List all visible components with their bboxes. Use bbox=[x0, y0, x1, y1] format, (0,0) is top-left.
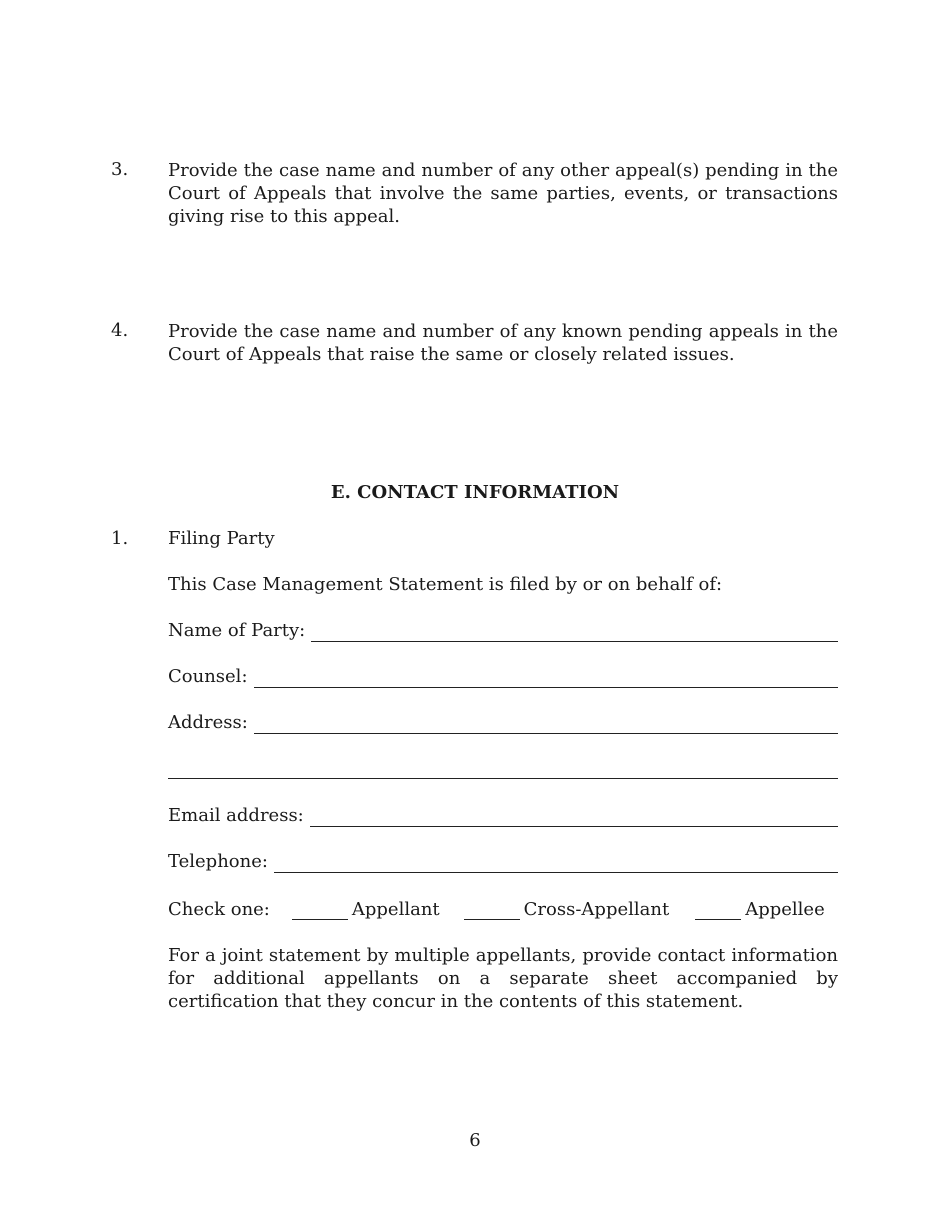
item-3-number: 3. bbox=[111, 159, 129, 180]
email-field bbox=[168, 803, 838, 827]
address-line[interactable] bbox=[254, 715, 838, 734]
telephone-field bbox=[168, 849, 838, 873]
appellant-option: Appellant bbox=[351, 899, 440, 920]
counsel-line[interactable] bbox=[254, 669, 838, 688]
address-line-2[interactable] bbox=[168, 778, 838, 779]
appellant-checkbox[interactable] bbox=[292, 901, 348, 920]
item-3-text: Provide the case name and number of any other appeal(s) pending in the Court of Appeals that involve the same parties, events, or transactions giving rise to this appeal. bbox=[168, 160, 838, 227]
section-heading: E. CONTACT INFORMATION bbox=[330, 482, 620, 503]
name-of-party-line[interactable] bbox=[311, 623, 838, 642]
name-of-party-label: Name of Party: bbox=[168, 620, 306, 641]
cross-appellant-checkbox[interactable] bbox=[464, 901, 520, 920]
email-label: Email address: bbox=[168, 805, 304, 826]
filing-party-number: 1. bbox=[111, 528, 129, 549]
telephone-label: Telephone: bbox=[168, 851, 268, 872]
address-label: Address: bbox=[168, 712, 248, 733]
check-one-row bbox=[168, 896, 838, 920]
item-4-number: 4. bbox=[111, 320, 129, 341]
email-line[interactable] bbox=[310, 808, 838, 827]
joint-statement-note: For a joint statement by multiple appellants, provide contact information for additional appellants on a separate sheet accompanied by certification that they concur in the contents of this statement. bbox=[168, 945, 838, 1012]
appellee-option: Appellee bbox=[745, 899, 825, 920]
item-4-text: Provide the case name and number of any known pending appeals in the Court of Appeals that raise the same or closely related issues. bbox=[168, 321, 838, 365]
name-of-party-field bbox=[168, 618, 838, 642]
counsel-field bbox=[168, 664, 838, 688]
counsel-label: Counsel: bbox=[168, 666, 248, 687]
appellee-checkbox[interactable] bbox=[695, 901, 741, 920]
filing-intro: This Case Management Statement is filed by or on behalf of: bbox=[168, 574, 723, 595]
filing-party-title: Filing Party bbox=[168, 528, 275, 549]
page-number: 6 bbox=[469, 1130, 481, 1151]
cross-appellant-option: Cross-Appellant bbox=[523, 899, 670, 920]
check-one-label: Check one: bbox=[168, 899, 270, 920]
address-field bbox=[168, 710, 838, 734]
telephone-line[interactable] bbox=[274, 854, 838, 873]
